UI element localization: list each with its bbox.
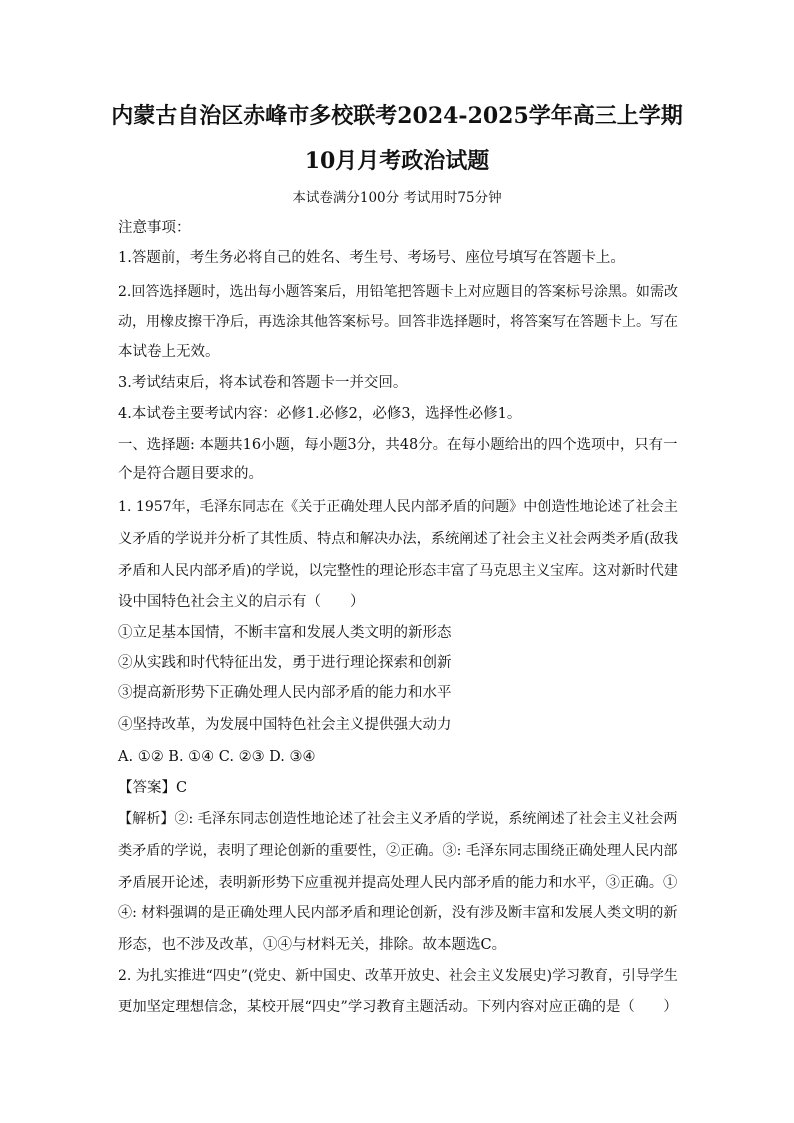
q1-option-2: ②从实践和时代特征出发，勇于进行理论探索和创新 [118,655,452,671]
q1-analysis-line2: 类矛盾的学说，表明了理论创新的重要性，②正确。③: 毛泽东同志围绕正确处理人民内部 [118,843,678,859]
notice-item-1: 1.答题前，考生务必将自己的姓名、考生号、考场号、座位号填写在答题卡上。 [118,250,625,266]
q2-stem-line2: 更加坚定理想信念，某校开展“四史”学习教育主题活动。下列内容对应正确的是（ ） [118,999,678,1015]
exam-title-line1: 内蒙古自治区赤峰市多校联考2024-2025学年高三上学期 [111,103,683,129]
exam-title-line2: 10月月考政治试题 [304,148,490,174]
q1-analysis-line1: 【解析】②: 毛泽东同志创造性地论述了社会主义矛盾的学说，系统阐述了社会主义社会两 [118,811,678,827]
notice-item-2-line3: 本试卷上无效。 [118,344,220,360]
q1-stem-line2: 义矛盾的学说并分析了其性质、特点和解决办法，系统阐述了社会主义社会两类矛盾(敌我 [118,531,679,547]
section1-heading-line2: 个是符合题目要求的。 [118,466,263,482]
q1-analysis-line5: 形态，也不涉及改革，①④与材料无关，排除。故本题选C。 [118,937,507,953]
q1-analysis-line3: 矛盾展开论述，表明新形势下应重视并提高处理人民内部矛盾的能力和水平，③正确。① [118,875,678,891]
q1-analysis-line4: ④: 材料强调的是正确处理人民内部矛盾和理论创新，没有涉及断丰富和发展人类文明的新 [118,905,678,921]
q1-option-1: ①立足基本国情，不断丰富和发展人类文明的新形态 [118,625,452,641]
notice-item-3: 3.考试结束后，将本试卷和答题卡一并交回。 [118,375,408,391]
q2-stem-line1: 2. 为扎实推进“四史”(党史、新中国史、改革开放史、社会主义发展史)学习教育，引导学生 [118,968,678,984]
q1-option-3: ③提高新形势下正确处理人民内部矛盾的能力和水平 [118,685,452,701]
q1-stem-line4: 设中国特色社会主义的启示有（ ） [118,594,365,610]
q1-stem-line1: 1. 1957年，毛泽东同志在《关于正确处理人民内部矛盾的问题》中创造性地论述了社会主 [118,499,678,515]
q1-option-4: ④坚持改革，为发展中国特色社会主义提供强大动力 [118,717,452,733]
notice-item-2-line1: 2.回答选择题时，选出每小题答案后，用铅笔把答题卡上对应题目的答案标号涂黑。如需改 [118,284,678,300]
notice-item-2-line2: 动，用橡皮擦干净后，再选涂其他答案标号。回答非选择题时，将答案写在答题卡上。写在 [118,314,678,330]
q1-answer: 【答案】C [118,780,188,796]
exam-subtitle: 本试卷满分100分 考试用时75分钟 [292,190,502,206]
section1-heading-line1: 一、选择题: 本题共16小题，每小题3分，共48分。在每小题给出的四个选项中，只有一 [118,437,678,453]
notice-item-4: 4.本试卷主要考试内容：必修1.必修2，必修3，选择性必修1。 [118,406,522,422]
notice-heading: 注意事项： [118,220,191,236]
q1-choices: A. ①② B. ①④ C. ②③ D. ③④ [118,749,316,765]
q1-stem-line3: 矛盾和人民内部矛盾)的学说，以完整性的理论形态丰富了马克思主义宝库。这对新时代建 [118,563,679,579]
